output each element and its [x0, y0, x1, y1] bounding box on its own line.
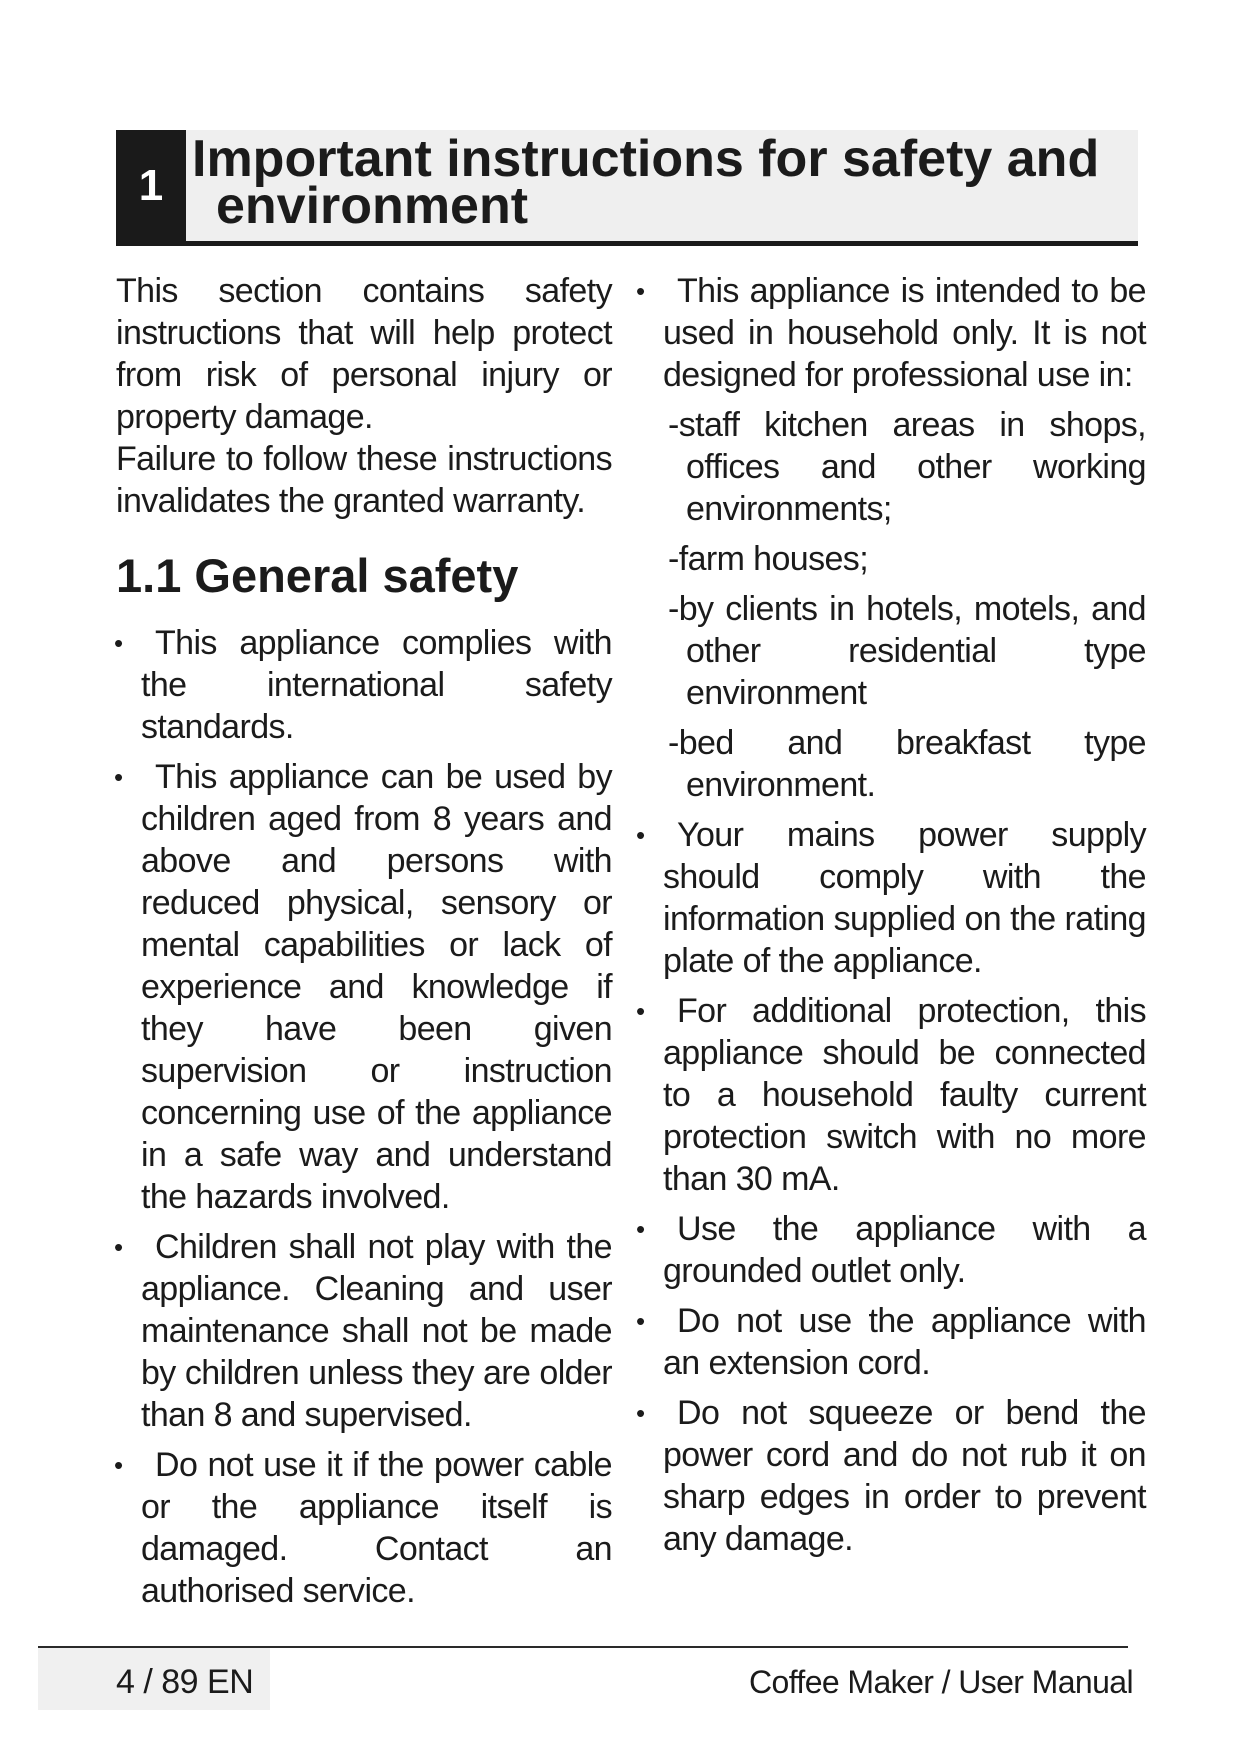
bullet-icon: •: [636, 1214, 646, 1244]
list-item: [638, 990, 1146, 1200]
manual-title: Coffee Maker / User Manual: [749, 1664, 1133, 1700]
sub-list-item-text: -bed and breakfast type environment.: [668, 724, 1146, 804]
list-item-text: Do not squeeze or bend the power cord and do not rub it on sharp edges in order to prevent any damage.: [663, 1394, 1146, 1558]
bullet-icon: •: [114, 762, 124, 792]
sub-list-item: [668, 404, 1146, 530]
electrical-safety-list: [638, 814, 1146, 1560]
chapter-title: [192, 130, 1122, 235]
sub-list-item-text: -by clients in hotels, motels, and other residential type environment: [668, 590, 1146, 712]
list-item: [638, 1300, 1146, 1384]
list-item: [116, 1226, 612, 1436]
right-column: [638, 270, 1146, 1568]
bullet-icon: •: [636, 996, 646, 1026]
bullet-icon: •: [636, 276, 646, 306]
list-item: [116, 1444, 612, 1612]
list-item: [638, 1208, 1146, 1292]
general-safety-list: [116, 622, 612, 1612]
sub-list-item: [668, 722, 1146, 806]
chapter-number: 1: [116, 130, 186, 241]
household-use-list: [638, 270, 1146, 396]
list-item: [638, 1392, 1146, 1560]
list-item-text: Do not use the appliance with an extension cord.: [663, 1302, 1146, 1382]
sub-list-item: [668, 538, 1146, 580]
list-item-text: This appliance can be used by children aged from 8 years and above and persons with reduced physical, sensory or mental capabilities or lack of experience and knowledge if they have been given supervision or instruction concerning use of the appliance in a safe way and understand the hazards involved.: [141, 758, 612, 1216]
bullet-icon: •: [636, 820, 646, 850]
left-column: [116, 270, 612, 1620]
sub-list-item-text: -staff kitchen areas in shops, offices and other working environments;: [668, 406, 1146, 528]
list-item-text: Children shall not play with the appliance. Cleaning and user maintenance shall not be made by children unless they are older than 8 and supervised.: [141, 1228, 612, 1434]
list-item: [116, 756, 612, 1218]
list-item-text: Your mains power supply should comply with the information supplied on the rating plate of the appliance.: [663, 816, 1146, 980]
bullet-icon: •: [114, 1232, 124, 1262]
chapter-header: [116, 130, 1138, 246]
list-item: [116, 622, 612, 748]
bullet-icon: •: [114, 1450, 124, 1480]
list-item: [638, 270, 1146, 396]
page-number: 4 / 89 EN: [116, 1663, 254, 1701]
intro-paragraph: This section contains safety instructions that will help protect from risk of personal injury or property damage.: [116, 272, 612, 436]
list-item-text: Do not use it if the power cable or the appliance itself is damaged. Contact an authorised service.: [141, 1446, 612, 1610]
list-item-text: For additional protection, this appliance should be connected to a household faulty current protection switch with no more than 30 mA.: [663, 992, 1146, 1198]
list-item: [638, 814, 1146, 982]
list-item-text: This appliance is intended to be used in household only. It is not designed for professional use in:: [663, 272, 1146, 394]
warranty-paragraph: Failure to follow these instructions invalidates the granted warranty.: [116, 440, 612, 520]
chapter-title-line-2: environment: [216, 177, 529, 235]
bullet-icon: •: [114, 628, 124, 658]
bullet-icon: •: [636, 1398, 646, 1428]
sub-list-item: [668, 588, 1146, 714]
bullet-icon: •: [636, 1306, 646, 1336]
list-item-text: This appliance complies with the international safety standards.: [141, 624, 612, 746]
chapter-title-line-1: Important instructions for safety and: [192, 130, 1100, 188]
sub-list-item-text: -farm houses;: [668, 540, 869, 578]
list-item-text: Use the appliance with a grounded outlet only.: [663, 1210, 1146, 1290]
section-title: 1.1 General safety: [116, 549, 519, 602]
